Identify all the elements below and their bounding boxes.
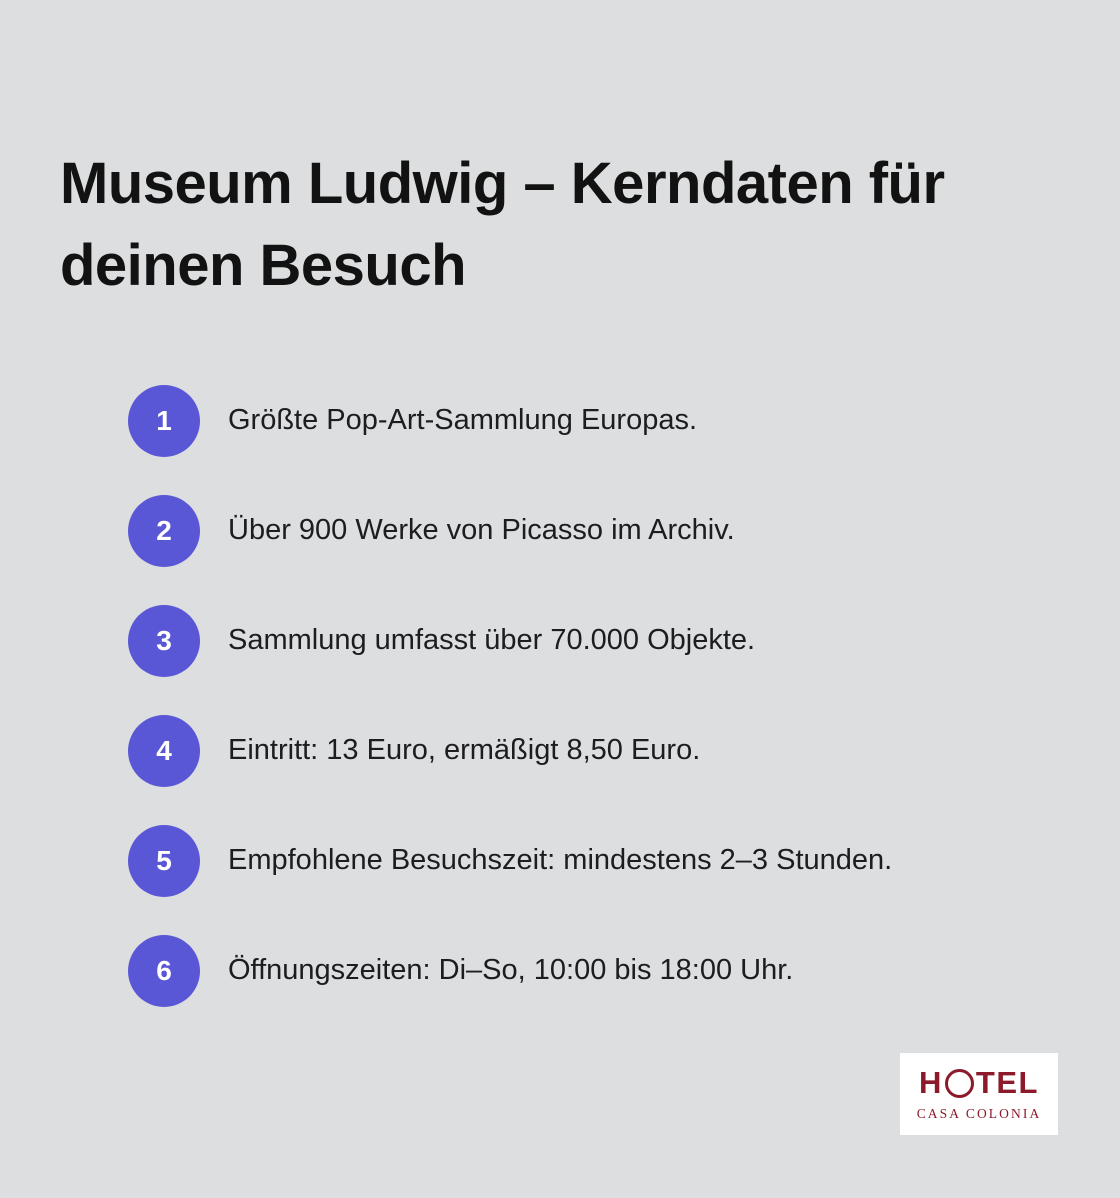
- facts-list: [128, 366, 1028, 1026]
- list-item-number-badge: 1: [128, 385, 200, 457]
- list-item-label: Größte Pop-Art-Sammlung Europas.: [228, 404, 698, 437]
- list-item-label: Eintritt: 13 Euro, ermäßigt 8,50 Euro.: [228, 734, 701, 767]
- logo-wordmark: [919, 1064, 1039, 1100]
- hotel-casa-colonia-logo: [900, 1053, 1058, 1135]
- list-item-label: Sammlung umfasst über 70.000 Objekte.: [228, 624, 756, 657]
- logo-wordmark-after: TEL: [975, 1064, 1039, 1100]
- logo-subtitle: CASA COLONIA: [916, 1105, 1042, 1121]
- list-item-label: Öffnungszeiten: Di–So, 10:00 bis 18:00 Uhr.: [228, 954, 794, 987]
- list-item: [128, 476, 1028, 586]
- list-item-number-badge: 6: [128, 935, 200, 1007]
- list-item-number-badge: 5: [128, 825, 200, 897]
- list-item: [128, 696, 1028, 806]
- list-item: [128, 916, 1028, 1026]
- list-item-number-badge: 2: [128, 495, 200, 567]
- list-item-label: Über 900 Werke von Picasso im Archiv.: [228, 514, 735, 547]
- list-item-number-badge: 3: [128, 605, 200, 677]
- list-item-label: Empfohlene Besuchszeit: mindestens 2–3 Stunden.: [228, 844, 893, 877]
- list-item: [128, 586, 1028, 696]
- logo-wordmark-before: H: [919, 1064, 943, 1100]
- list-item: [128, 806, 1028, 916]
- list-item: [128, 366, 1028, 476]
- list-item-number-badge: 4: [128, 715, 200, 787]
- logo-ring-icon: [945, 1069, 974, 1098]
- page-title: Museum Ludwig – Kerndaten für deinen Besuch: [60, 150, 945, 299]
